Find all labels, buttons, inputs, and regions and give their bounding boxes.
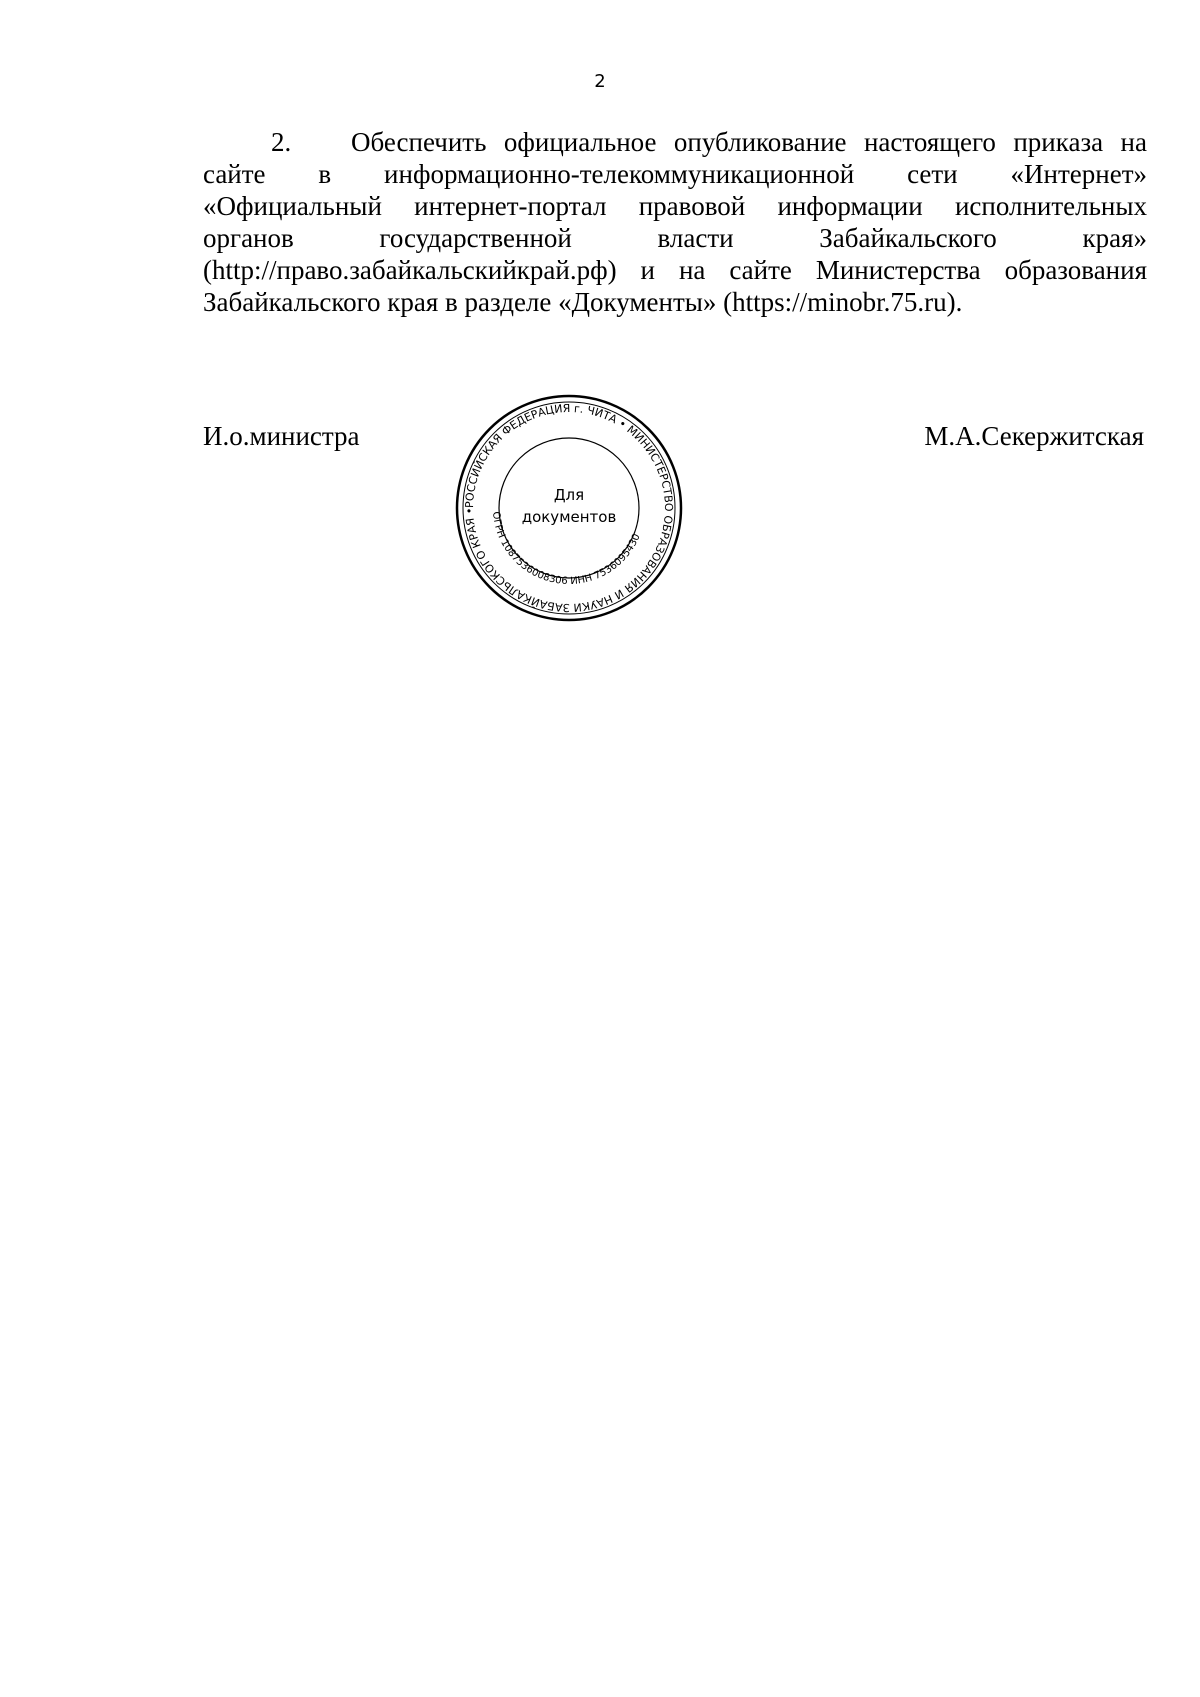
paragraph-line-1	[203, 126, 1147, 158]
paragraph-line-4: органов государственной власти Забайкальского края»	[203, 223, 1147, 253]
seal-outer-text: РОССИЙСКАЯ ФЕДЕРАЦИЯ г. ЧИТА • МИНИСТЕРСТВО ОБРАЗОВАНИЯ И НАУКИ ЗАБАЙКАЛЬСКОГО КРАЯ •	[462, 401, 676, 615]
paragraph-line-1-text: Обеспечить официальное опубликование настоящего приказа на	[351, 127, 1147, 157]
item-number: 2.	[271, 127, 292, 157]
page-number: 2	[594, 71, 606, 92]
official-seal	[449, 388, 689, 628]
body-paragraph	[203, 126, 1147, 318]
seal-inner-text: ОГРН 1087536008306 ИНН 7536095430	[490, 511, 643, 588]
paragraph-line-2: сайте в информационно-телекоммуникационной сети «Интернет»	[203, 159, 1147, 189]
signature-position: И.о.министра	[203, 421, 360, 451]
seal-center-line-1: Для	[553, 486, 585, 504]
paragraph-line-6: Забайкальского края в разделе «Документы» (https://minobr.75.ru).	[203, 287, 963, 317]
signatory-name: М.А.Секержитская	[924, 421, 1144, 451]
paragraph-line-5: (http://право.забайкальскийкрай.рф) и на сайте Министерства образования	[203, 255, 1147, 285]
seal-center-line-2: документов	[521, 508, 617, 526]
paragraph-line-3: «Официальный интернет-портал правовой информации исполнительных	[203, 191, 1147, 221]
